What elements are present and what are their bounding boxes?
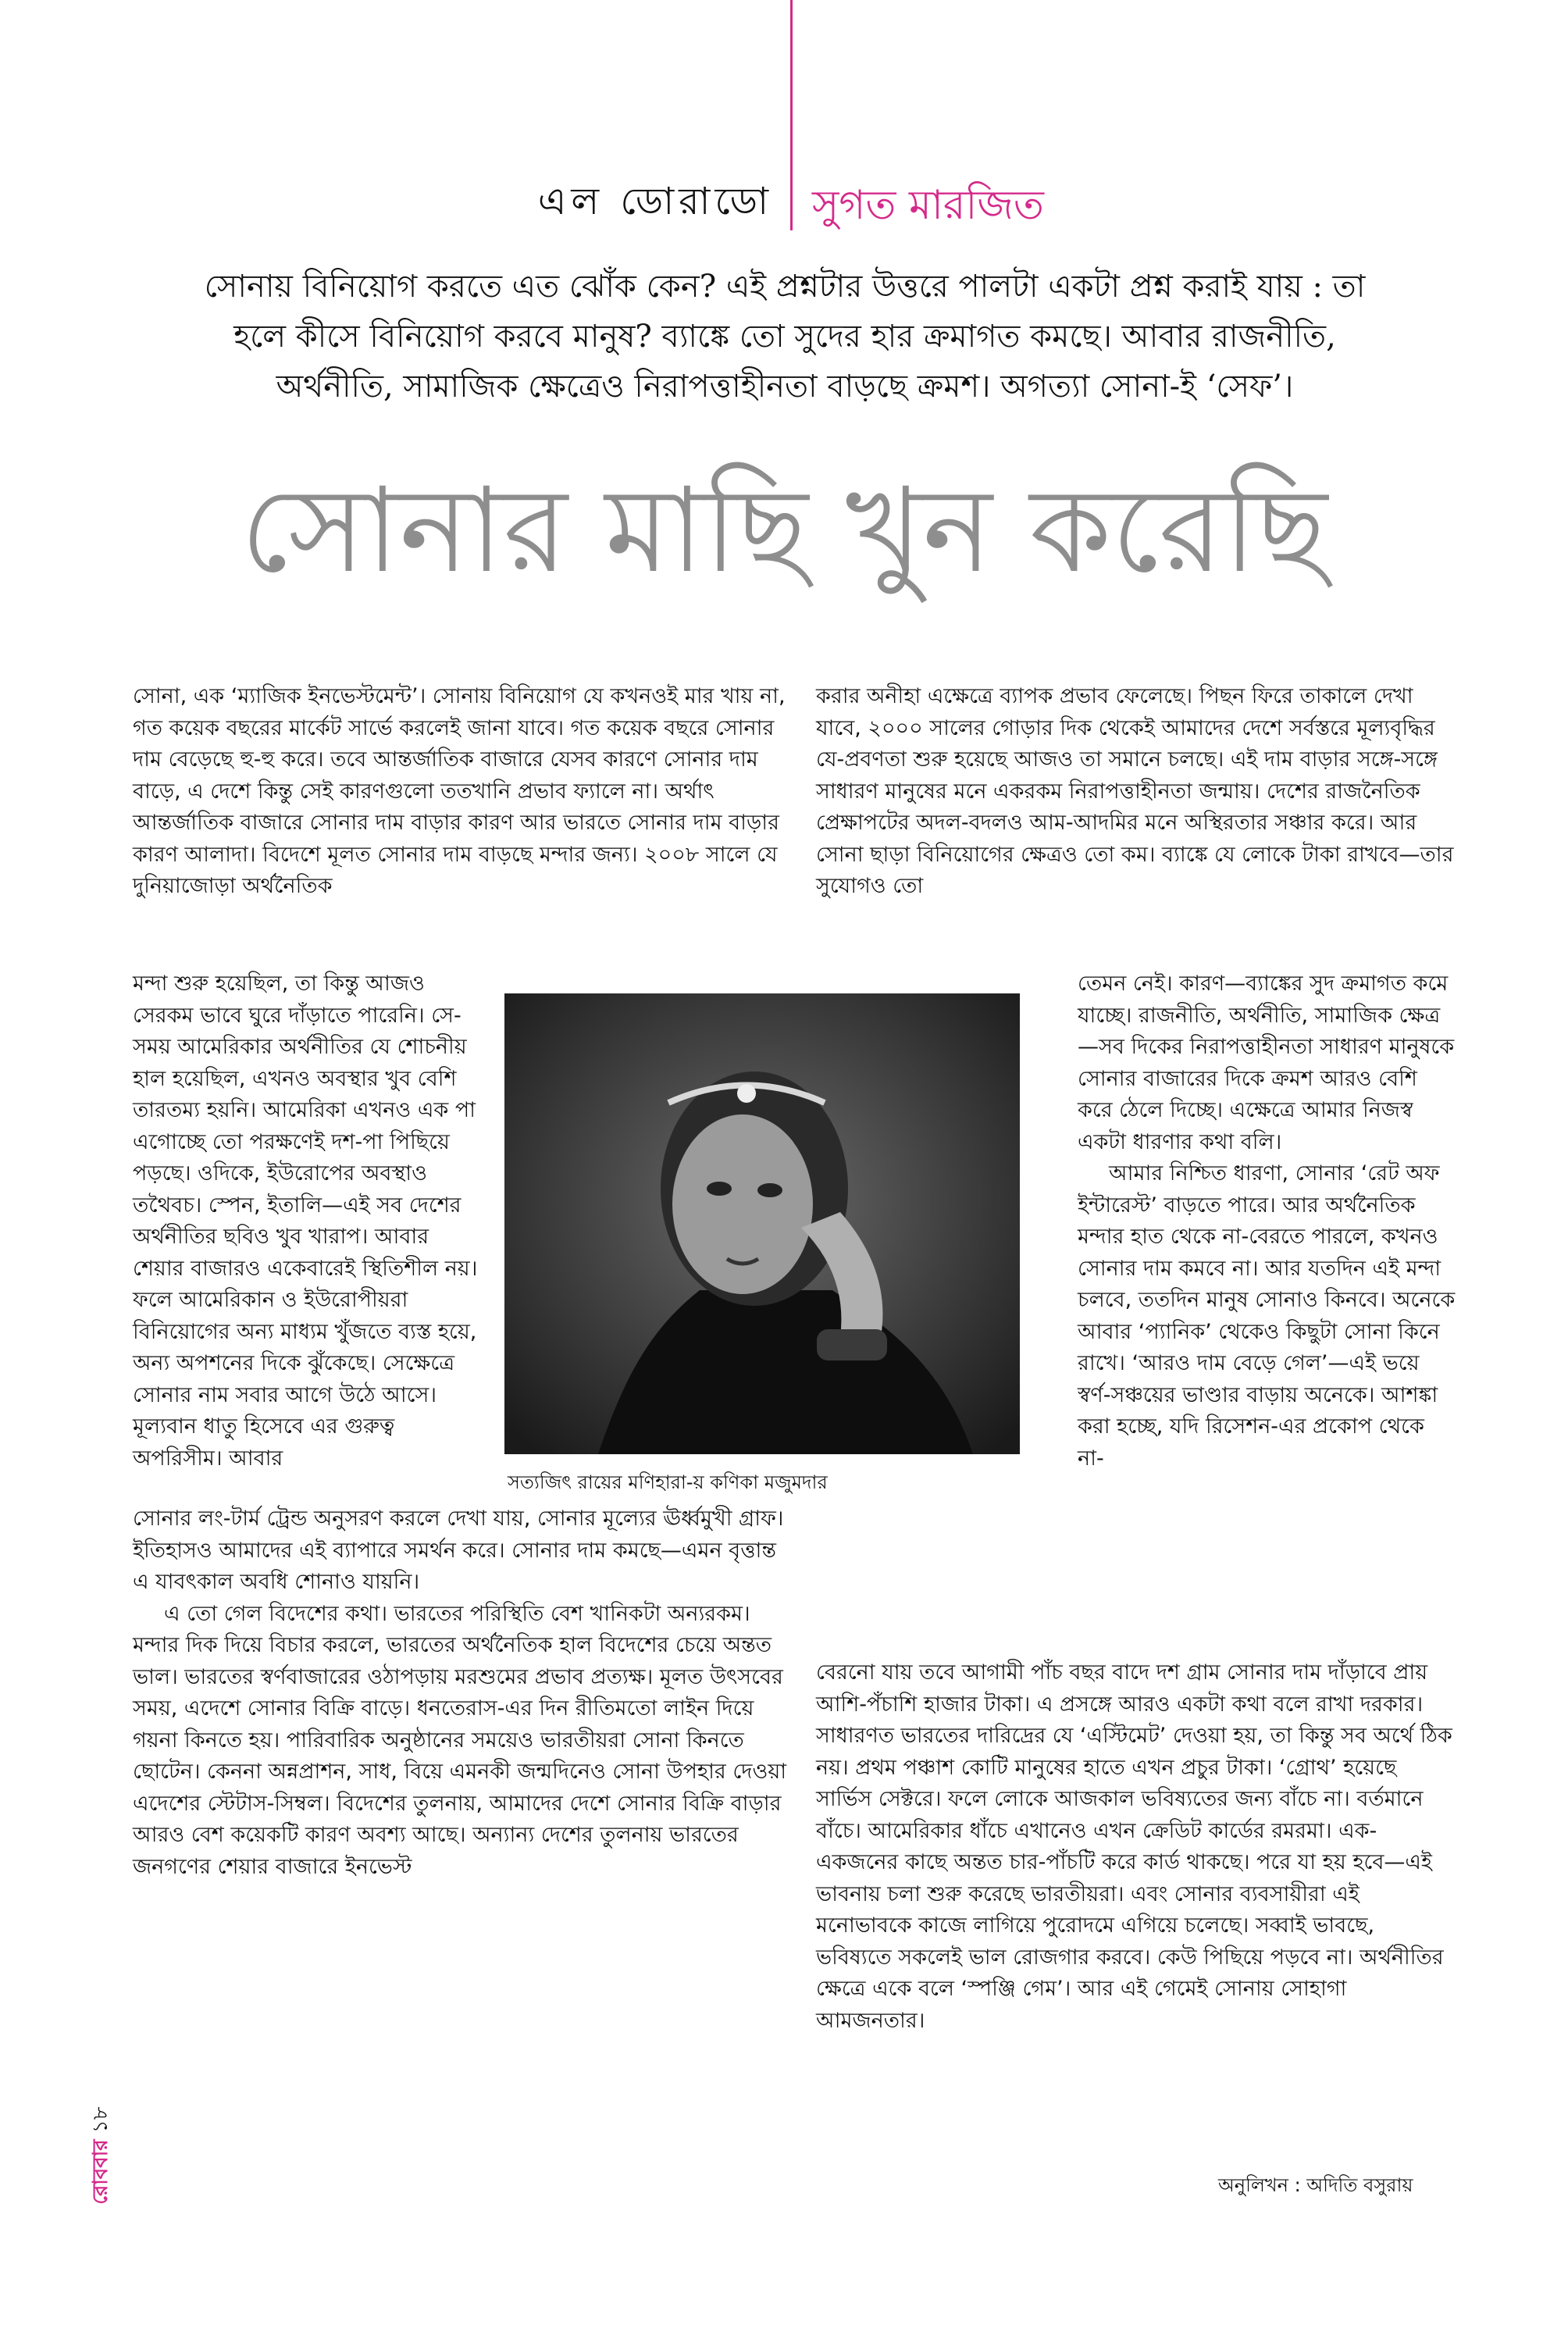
standfirst-line: হলে কীসে বিনিয়োগ করবে মানুষ? ব্যাঙ্কে তো সুদের হার ক্রমাগত কমছে। আবার রাজনীতি, [233, 319, 1336, 355]
body-paragraph: মন্দা শুরু হয়েছিল, তা কিন্তু আজও সেরকম ভাবে ঘুরে দাঁড়াতে পারেনি। সে-সময় আমেরিকার অর্থনীতির যে শোচনীয় হাল হয়েছিল, এখনও অবস্থার খুব বেশি তারতম্য হয়নি। আমেরিকা এখনও এক পা এগোচ্ছে তো পরক্ষণেই দশ-পা পিছিয়ে পড়ছে। ওদিকে, ইউরোপের অবস্থাও তথৈবচ। স্পেন, ইতালি—এই সব দেশের অর্থনীতির ছবিও খুব খারাপ। আবার শেয়ার বাজারও একেবারেই স্থিতিশীল নয়। ফলে আমেরিকান ও ইউরোপীয়রা বিনিয়োগের অন্য মাধ্যম খুঁজতে ব্যস্ত হয়ে, অন্য অপশনের দিকে ঝুঁকেছে। সেক্ষেত্রে সোনার নাম সবার আগে উঠে আসে। মূল্যবান ধাতু হিসেবে এর গুরুত্ব অপরিসীম। আবার [133, 972, 478, 1471]
body-paragraph: করার অনীহা এক্ষেত্রে ব্যাপক প্রভাব ফেলেছে। পিছন ফিরে তাকালে দেখা যাবে, ২০০০ সালের গোড়ার দিক থেকেই আমাদের দেশে সর্বস্তরে মূল্যবৃদ্ধির যে-প্রবণতা শুরু হয়েছে আজও তা সমানে চলছে। এই দাম বাড়ার সঙ্গে-সঙ্গে সাধারণ মানুষের মনে একরকম নিরাপত্তাহীনতা জন্মায়। দেশের রাজনৈতিক প্রেক্ষাপটের অদল-বদলও আম-আদমির মনে অস্থিরতার সঞ্চার করে। আর সোনা ছাড়া বিনিয়োগের ক্ষেত্রও তো কম। ব্যাঙ্কে যে লোকে টাকা রাখবে—তার সুযোগও তো [816, 684, 1454, 898]
portrait-image [504, 993, 1020, 1454]
photo-caption: সত্যজিৎ রায়ের মণিহারা-য় কণিকা মজুমদার [508, 1471, 828, 1493]
column-1-bottom [133, 1503, 796, 1883]
column-1-top [133, 681, 796, 903]
body-paragraph: আমার নিশ্চিত ধারণা, সোনার ‘রেট অফ ইন্টারেস্ট’ বাড়তে পারে। আর অর্থনৈতিক মন্দার হাত থেকে না-বেরতে পারলে, কখনও সোনার দাম কমবে না। আর যতদিন এই মন্দা চলবে, ততদিন মানুষ সোনাও কিনবে। অনেকে আবার ‘প্যানিক’ থেকেও কিছুটা সোনা কিনে রাখে। ‘আরও দাম বেড়ে গেল’—এই ভয়ে স্বর্ণ-সঞ্চয়ের ভাণ্ডার বাড়ায় অনেকে। আশঙ্কা করা হচ্ছে, যদি রিসেশন-এর প্রকোপ থেকে না- [1078, 1161, 1456, 1471]
magazine-name: রোববার [89, 2139, 112, 2205]
standfirst-line: অর্থনীতি, সামাজিক ক্ষেত্রেও নিরাপত্তাহীনতা বাড়ছে ক্রমশ। অগত্যা সোনা-ই ‘সেফ’। [276, 369, 1294, 405]
section-title: এল ডোরাডো [537, 180, 773, 223]
standfirst-line: সোনায় বিনিয়োগ করতে এত ঝোঁক কেন? এই প্রশ্নটার উত্তরে পালটা একটা প্রশ্ন করাই যায় : তা [204, 269, 1366, 305]
body-paragraph: সোনার লং-টার্ম ট্রেন্ড অনুসরণ করলে দেখা যায়, সোনার মূল্যের ঊর্ধ্বমুখী গ্রাফ। ইতিহাসও আমাদের এই ব্যাপারে সমর্থন করে। সোনার দাম কমছে—এমন বৃত্তান্ত এ যাবৎকাল অবধি শোনাও যায়নি। [133, 1507, 784, 1594]
headline: সোনার মাছি খুন করেছি [240, 463, 1328, 599]
body-paragraph: বেরনো যায় তবে আগামী পাঁচ বছর বাদে দশ গ্রাম সোনার দাম দাঁড়াবে প্রায় আশি-পঁচাশি হাজার টাকা। এ প্রসঙ্গে আরও একটা কথা বলে রাখা দরকার। সাধারণত ভারতের দারিদ্রের যে ‘এস্টিমেট’ দেওয়া হয়, তা কিন্তু সব অর্থে ঠিক নয়। প্রথম পঞ্চাশ কোটি মানুষের হাতে এখন প্রচুর টাকা। ‘গ্রোথ’ হয়েছে সার্ভিস সেক্টরে। ফলে লোকে আজকাল ভবিষ্যতের জন্য বাঁচে না। বর্তমানে বাঁচে। আমেরিকার ধাঁচে এখানেও এখন ক্রেডিট কার্ডের রমরমা। এক-একজনের কাছে অন্তত চার-পাঁচটি করে কার্ড থাকছে। পরে যা হয় হবে—এই ভাবনায় চলা শুরু করেছে ভারতীয়রা। এবং সোনার ব্যবসায়ীরা এই মনোভাবকে কাজে লাগিয়ে পুরোদমে এগিয়ে চলেছে। সব্বাই ভাবছে, ভবিষ্যতে সকলেই ভাল রোজগার করবে। কেউ পিছিয়ে পড়বে না। অর্থনীতির ক্ষেত্রে একে বলে ‘স্পঞ্জি গেম’। আর এই গেমেই সোনায় সোহাগা আমজনতার। [816, 1660, 1452, 2033]
transcription-credit: অনুলিখন : অদিতি বসুরায় [1218, 2174, 1413, 2196]
column-2-top [816, 681, 1456, 903]
column-2-wrap [1078, 968, 1456, 1475]
header-divider [790, 0, 793, 230]
standfirst [180, 262, 1390, 412]
body-paragraph: সোনা, এক ‘ম্যাজিক ইনভেস্টমেন্ট’। সোনায় বিনিয়োগ যে কখনওই মার খায় না, গত কয়েক বছরের মার্কেট সার্ভে করলেই জানা যাবে। গত কয়েক বছরে সোনার দাম বেড়েছে হু-হু করে। তবে আন্তর্জাতিক বাজারে যেসব কারণে সোনার দাম বাড়ে, এ দেশে কিন্তু সেই কারণগুলো ততখানি প্রভাব ফ্যালে না। অর্থাৎ আন্তর্জাতিক বাজারে সোনার দাম বাড়ার কারণ আর ভারতে সোনার দাম বাড়ার কারণ আলাদা। বিদেশে মূলত সোনার দাম বাড়ছে মন্দার জন্য। ২০০৮ সালে যে দুনিয়াজোড়া অর্থনৈতিক [133, 684, 786, 898]
page-number: ১৮ [89, 2106, 112, 2134]
body-paragraph: এ তো গেল বিদেশের কথা। ভারতের পরিস্থিতি বেশ খানিকটা অন্যরকম। মন্দার দিক দিয়ে বিচার করলে, ভারতের অর্থনৈতিক হাল বিদেশের চেয়ে অন্তত ভাল। ভারতের স্বর্ণবাজারের ওঠাপড়ায় মরশুমের প্রভাব প্রত্যক্ষ। মূলত উৎসবের সময়, এদেশে সোনার বিক্রি বাড়ে। ধনতেরাস-এর দিন রীতিমতো লাইন দিয়ে গয়না কিনতে হয়। পারিবারিক অনুষ্ঠানের সময়েও ভারতীয়রা সোনা কিনতে ছোটেন। কেননা অন্নপ্রাশন, সাধ, বিয়ে এমনকী জন্মদিনেও সোনা উপহার দেওয়া এদেশের স্টেটাস-সিম্বল। বিদেশের তুলনায়, আমাদের দেশে সোনার বিক্রি বাড়ার আরও বেশ কয়েকটি কারণ অবশ্য আছে। অন্যান্য দেশের তুলনায় ভারতের জনগণের শেয়ার বাজারে ইনভেস্ট [133, 1601, 787, 1879]
article-photo [504, 993, 1020, 1454]
page-folio [78, 2062, 125, 2249]
body-paragraph: তেমন নেই। কারণ—ব্যাঙ্কের সুদ ক্রমাগত কমে যাচ্ছে। রাজনীতি, অর্থনীতি, সামাজিক ক্ষেত্র—সব দিকের নিরাপত্তাহীনতা সাধারণ মানুষকে সোনার বাজারের দিকে ক্রমশ আরও বেশি করে ঠেলে দিচ্ছে। এক্ষেত্রে আমার নিজস্ব একটা ধারণার কথা বলি। [1078, 972, 1455, 1154]
column-1-wrap [133, 968, 484, 1475]
column-2-bottom [816, 1657, 1456, 2037]
author-name: সুগত মারজিত [812, 182, 1044, 229]
